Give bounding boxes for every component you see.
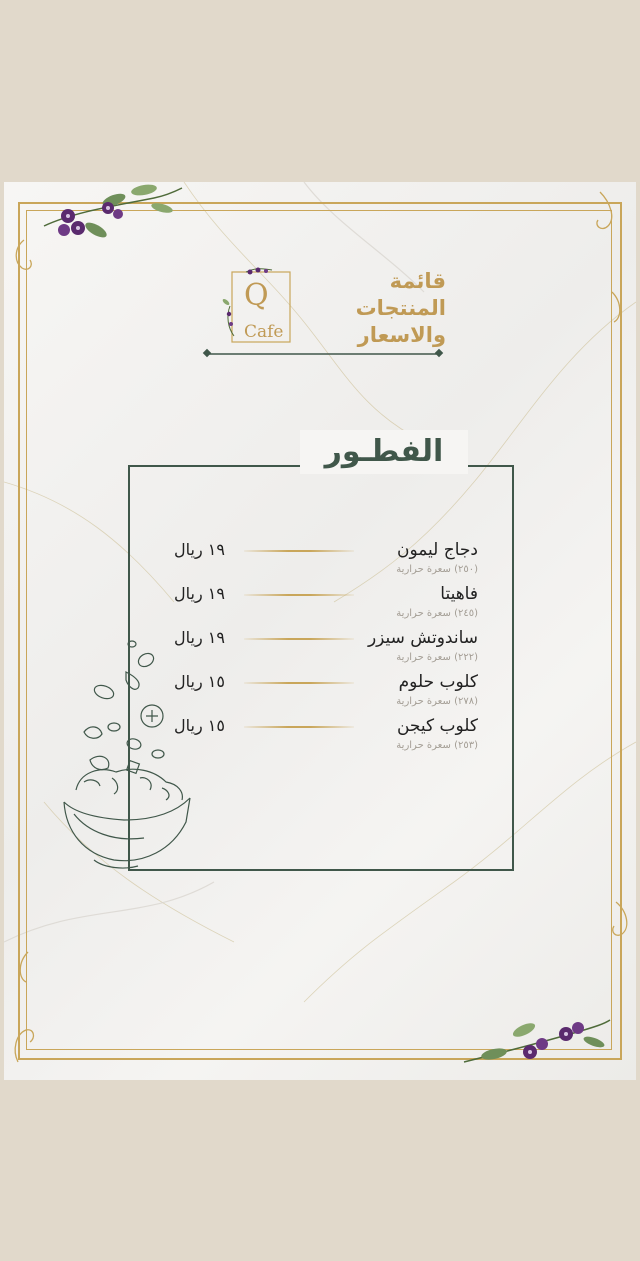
side-swirl-left — [20, 952, 28, 982]
corner-swirl-top-right — [597, 192, 612, 228]
menu-item — [164, 670, 478, 714]
item-divider — [244, 682, 354, 684]
title-line-2: المنتجات — [355, 296, 446, 320]
page-title — [296, 268, 446, 349]
item-name: فاهيتا — [440, 584, 478, 604]
flower-ornament-icon — [464, 1020, 610, 1062]
side-swirl-right — [612, 292, 620, 322]
salad-bowl-icon — [54, 632, 204, 892]
item-divider — [244, 726, 354, 728]
title-line-1: قائمة — [389, 269, 446, 293]
item-price: ١٥ ريال — [174, 716, 225, 735]
item-price: ١٩ ريال — [174, 584, 225, 603]
item-price: ١٩ ريال — [174, 628, 225, 647]
menu-item — [164, 626, 478, 670]
menu-item — [164, 538, 478, 582]
title-divider — [202, 347, 444, 361]
corner-swirl-bottom-left — [15, 1030, 33, 1062]
title-line-3: والاسعار — [357, 323, 446, 347]
item-name: كلوب حلوم — [398, 672, 478, 692]
section-title: الفطـور — [300, 430, 468, 474]
corner-swirl-bottom-right — [613, 902, 627, 935]
item-name: دجاج ليمون — [396, 540, 478, 560]
item-price: ١٥ ريال — [174, 672, 225, 691]
logo-letter: Q — [244, 278, 269, 313]
item-name: ساندوتش سيزر — [367, 628, 478, 648]
item-calories: (٢٤٥) سعرة حرارية — [396, 608, 478, 619]
menu-item — [164, 582, 478, 626]
item-calories: (٢٢٢) سعرة حرارية — [396, 652, 478, 663]
item-name: كلوب كيجن — [396, 716, 478, 736]
flower-ornament-icon — [44, 183, 182, 241]
logo-text: Cafe — [244, 322, 284, 342]
item-divider — [244, 550, 354, 552]
corner-swirl-top-left — [16, 240, 31, 269]
item-divider — [244, 638, 354, 640]
item-calories: (٢٥٣) سعرة حرارية — [396, 740, 478, 751]
menu-card — [4, 182, 636, 1080]
item-divider — [244, 594, 354, 596]
item-calories: (٢٥٠) سعرة حرارية — [396, 564, 478, 575]
menu-item — [164, 714, 478, 758]
item-calories: (٢٧٨) سعرة حرارية — [396, 696, 478, 707]
item-price: ١٩ ريال — [174, 540, 225, 559]
